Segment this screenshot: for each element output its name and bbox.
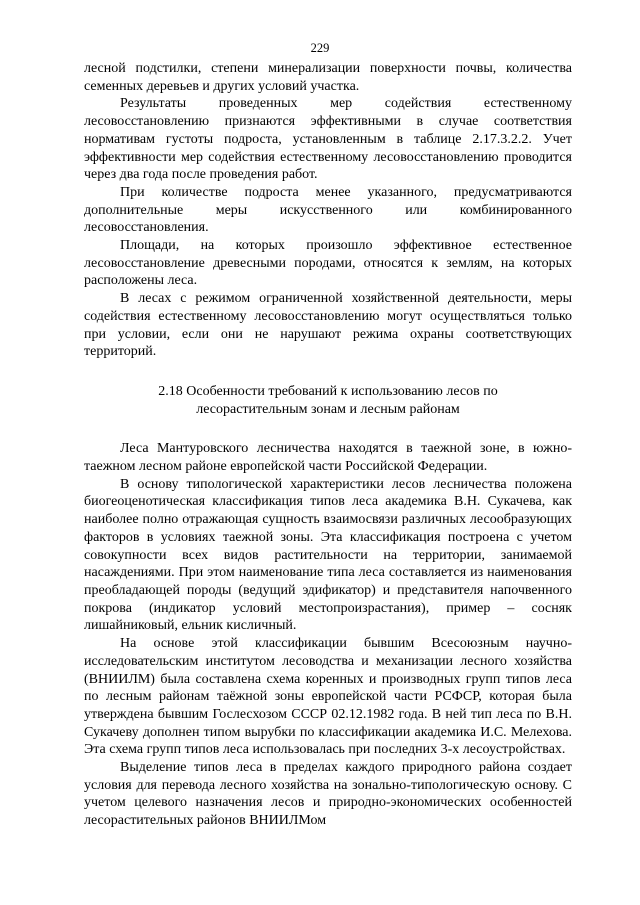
page-content — [84, 60, 572, 830]
section-title-line-1: 2.18 Особенности требований к использованию лесов по — [158, 383, 498, 399]
paragraph-natural-regions: Выделение типов леса в пределах каждого природного района создает условия для перевода лесного хозяйства на зонально-типологическую основу. С учетом целевого назначения лесов и природно-экономических особенностей лесорастительных районов ВНИИЛМом — [84, 760, 572, 829]
paragraph-classification: В основу типологической характеристики лесов лесничества положена биогеоценотическая классификация типов леса академика В.Н. Сукачева, как наиболее полно отражающая сущность взаимосвязи различных лесообразующих факторов в условиях таежной зоны. Эта классификация построена с учетом совокупности всех видов растительности на территории, занимаемой насаждениями. При этом наименование типа леса составляется из наименования преобладающей породы (ведущий эдификатор) и представителя напочвенного покрова (индикатор условий местопроизрастания), пример – сосняк лишайниковый, ельник кисличный. — [84, 476, 572, 634]
paragraph-effectiveness: Результаты проведенных мер содействия естественному лесовосстановлению признаются эффективными в случае соответствия нормативам густоты подроста, установленным в таблице 2.17.3.2.2. Учет эффективности мер содействия естественному лесовосстановлению проводится через два года после проведения работ. — [84, 96, 572, 183]
paragraph-taiga-zone: Леса Мантуровского лесничества находятся в таежной зоне, в южно-таежном лесном районе европейской части Российской Федерации. — [84, 441, 572, 475]
paragraph-vniilm-scheme: На основе этой классификации бывшим Всесоюзным научно-исследовательским институтом лесоводства и механизации лесного хозяйства (ВНИИЛМ) была составлена схема коренных и производных групп типов леса по лесным районам таёжной зоны европейской части РСФСР, которая была утверждена бывшим Гослесхозом СССР 02.12.1982 года. В ней тип леса по В.Н. Сукачеву дополнен типом вырубки по классификации академика И.С. Мелехова. Эта схема групп типов леса использовалась при последних 3-х лесоустройствах. — [84, 636, 572, 758]
paragraph-restricted-forests: В лесах с режимом ограниченной хозяйственной деятельности, меры содействия естественному лесовосстановлению могут осуществляться только при условии, если они не нарушают режима охраны соответствующих территорий. — [84, 291, 572, 360]
page-number: 229 — [310, 41, 330, 55]
paragraph-additional-measures: При количестве подроста менее указанного, предусматриваются дополнительные меры искусственного или комбинированного лесовосстановления. — [84, 184, 572, 236]
section-heading — [84, 383, 572, 418]
paragraph-land-areas: Площади, на которых произошло эффективное естественное лесовосстановление древесными породами, относятся к землям, на которых расположены леса. — [84, 238, 572, 289]
section-title-line-2: лесорастительным зонам и лесным районам — [196, 401, 460, 417]
paragraph-continuation: лесной подстилки, степени минерализации поверхности почвы, количества семенных деревьев и других условий участка. — [84, 61, 572, 94]
